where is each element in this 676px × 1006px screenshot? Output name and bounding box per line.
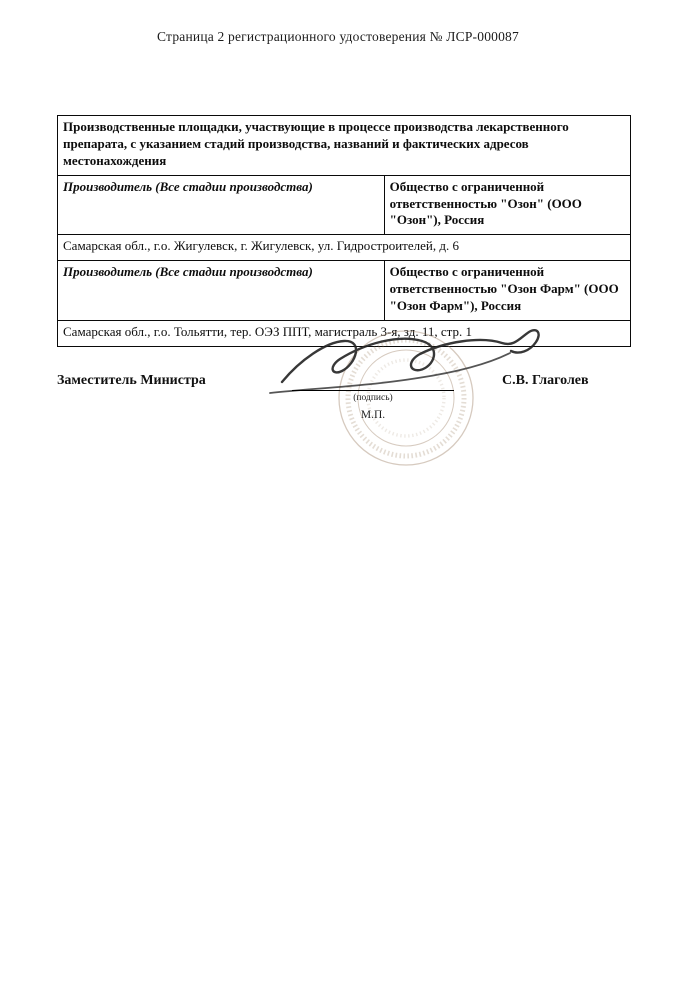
production-sites-table	[57, 115, 631, 347]
signature-line	[292, 390, 454, 391]
table-row	[58, 235, 631, 261]
table-header-row	[58, 116, 631, 176]
manufacturer-role-cell: Производитель (Все стадии производства)	[58, 175, 385, 235]
address-cell: Самарская обл., г.о. Жигулевск, г. Жигулевск, ул. Гидростроителей, д. 6	[58, 235, 631, 261]
signatory-name: С.В. Глаголев	[502, 373, 589, 388]
table-header-cell: Производственные площадки, участвующие в процессе производства лекарственного препарата, с указанием стадий производства, названий и фактических адресов местонахождения	[58, 116, 631, 176]
company-name-cell: Общество с ограниченной ответственностью "Озон" (ООО "Озон"), Россия	[384, 175, 630, 235]
manufacturer-role-cell: Производитель (Все стадии производства)	[58, 261, 385, 321]
handwritten-signature	[282, 330, 539, 382]
table-row	[58, 175, 631, 235]
table-row	[58, 261, 631, 321]
address-cell: Самарская обл., г.о. Тольятти, тер. ОЭЗ ППТ, магистраль 3-я, зд. 11, стр. 1	[58, 320, 631, 346]
signatory-title: Заместитель Министра	[57, 373, 206, 388]
company-name-cell: Общество с ограниченной ответственностью "Озон Фарм" (ООО "Озон Фарм"), Россия	[384, 261, 630, 321]
page-header: Страница 2 регистрационного удостоверения № ЛСР-000087	[157, 29, 519, 44]
seal-placeholder: М.П.	[360, 409, 386, 421]
signature-caption: (подпись)	[353, 393, 393, 403]
